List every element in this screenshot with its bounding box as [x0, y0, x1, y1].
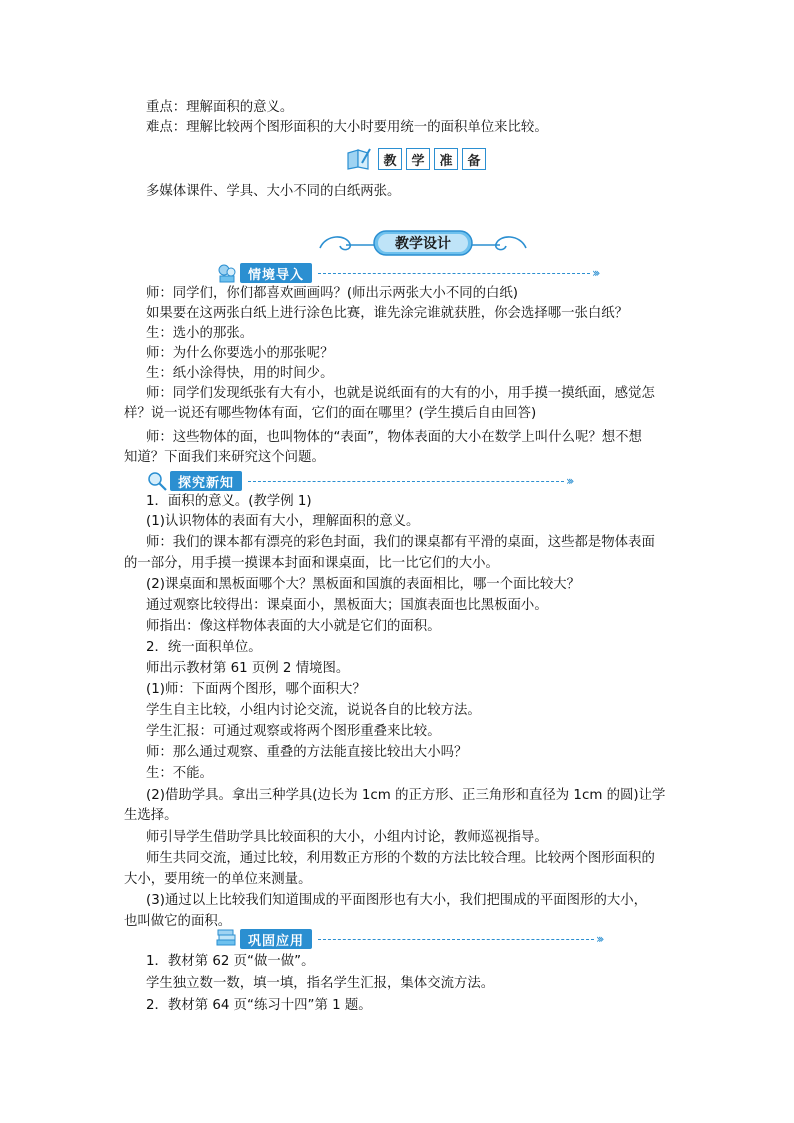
books-icon	[214, 928, 240, 950]
text-line: 生：纸小涂得快，用的时间少。	[146, 366, 334, 381]
text-line: (1)认识物体的表面有大小，理解面积的意义。	[146, 514, 420, 529]
text-line: 样？说一说还有哪些物体有面，它们的面在哪里？(学生摸后自由回答)	[124, 406, 537, 421]
magnifier-icon	[144, 470, 170, 492]
teaching-prep-banner	[346, 146, 490, 172]
text-line: 2．统一面积单位。	[146, 640, 262, 655]
text-line: 学生独立数一数，填一填，指名学生汇报，集体交流方法。	[146, 976, 495, 991]
text-line: 师：那么通过观察、重叠的方法能直接比较出大小吗？	[146, 745, 468, 760]
prep-char-2: 学	[406, 148, 430, 170]
text-line: 生：不能。	[146, 766, 213, 781]
text-line: 1．面积的意义。(教学例 1)	[146, 494, 312, 509]
flower-pot-icon	[214, 262, 240, 284]
double-chevron-right-icon: ›››	[596, 932, 602, 946]
double-chevron-right-icon: ›››	[566, 474, 572, 488]
key-point: 重点：理解面积的意义。	[146, 100, 294, 115]
difficult-point: 难点：理解比较两个图形面积的大小时要用统一的面积单位来比较。	[146, 120, 548, 135]
text-line: 生：选小的那张。	[146, 326, 254, 341]
text-line: 师引导学生借助学具比较面积的大小，小组内讨论，教师巡视指导。	[146, 830, 548, 845]
double-chevron-right-icon: ›››	[592, 266, 598, 280]
text-line: 师出示教材第 61 页例 2 情境图。	[146, 661, 350, 676]
section-label: 探究新知	[170, 471, 242, 491]
text-line: 如果要在这两张白纸上进行涂色比赛，谁先涂完谁就获胜，你会选择哪一张白纸？	[146, 306, 629, 321]
dashed-divider	[318, 939, 594, 940]
teaching-design-banner	[316, 228, 530, 258]
section-header-practice	[214, 928, 601, 950]
section-header-explore	[144, 470, 571, 492]
dashed-divider	[318, 273, 590, 274]
text-line: 学生汇报：可通过观察或将两个图形重叠来比较。	[146, 724, 441, 739]
text-line: 师：我们的课本都有漂亮的彩色封面，我们的课桌都有平滑的桌面，这些都是物体表面	[146, 535, 655, 550]
text-line: 师：同学们，你们都喜欢画画吗？(师出示两张大小不同的白纸)	[146, 286, 518, 301]
text-line: 的一部分，用手摸一摸课本封面和课桌面，比一比它们的大小。	[124, 556, 499, 571]
design-title: 教学设计	[395, 236, 451, 252]
text-line: 通过观察比较得出：课桌面小，黑板面大；国旗表面也比黑板面小。	[146, 598, 548, 613]
prep-text: 多媒体课件、学具、大小不同的白纸两张。	[146, 184, 401, 199]
text-line: 1．教材第 62 页“做一做”。	[146, 954, 315, 969]
prep-char-3: 准	[434, 148, 458, 170]
text-line: 生选择。	[124, 808, 178, 823]
text-line: 师：为什么你要选小的那张呢？	[146, 346, 334, 361]
text-line: 学生自主比较，小组内讨论交流，说说各自的比较方法。	[146, 703, 481, 718]
book-pen-icon	[346, 147, 372, 171]
section-header-scenario	[214, 262, 597, 284]
dashed-divider	[248, 481, 564, 482]
section-label: 情境导入	[240, 263, 312, 283]
text-line: 师指出：像这样物体表面的大小就是它们的面积。	[146, 619, 441, 634]
text-line: (1)师：下面两个图形，哪个面积大？	[146, 682, 366, 697]
text-line: 2．教材第 64 页“练习十四”第 1 题。	[146, 998, 372, 1013]
prep-char-4: 备	[462, 148, 486, 170]
text-line: 师生共同交流，通过比较，利用数正方形的个数的方法比较合理。比较两个图形面积的	[146, 851, 655, 866]
text-line: 知道？下面我们来研究这个问题。	[124, 450, 325, 465]
text-line: 师：同学们发现纸张有大有小，也就是说纸面有的大有的小，用手摸一摸纸面，感觉怎	[146, 386, 655, 401]
section-label: 巩固应用	[240, 929, 312, 949]
text-line: 也叫做它的面积。	[124, 914, 232, 929]
text-line: 师：这些物体的面，也叫物体的“表面”，物体表面的大小在数学上叫什么呢？想不想	[146, 430, 642, 445]
text-line: (3)通过以上比较我们知道围成的平面图形也有大小，我们把围成的平面图形的大小，	[146, 893, 648, 908]
prep-char-1: 教	[378, 148, 402, 170]
text-line: (2)课桌面和黑板面哪个大？黑板面和国旗的表面相比，哪一个面比较大？	[146, 577, 581, 592]
text-line: (2)借助学具。拿出三种学具(边长为 1cm 的正方形、正三角形和直径为 1cm 的圆)让学	[146, 788, 666, 803]
text-line: 大小，要用统一的单位来测量。	[124, 872, 312, 887]
